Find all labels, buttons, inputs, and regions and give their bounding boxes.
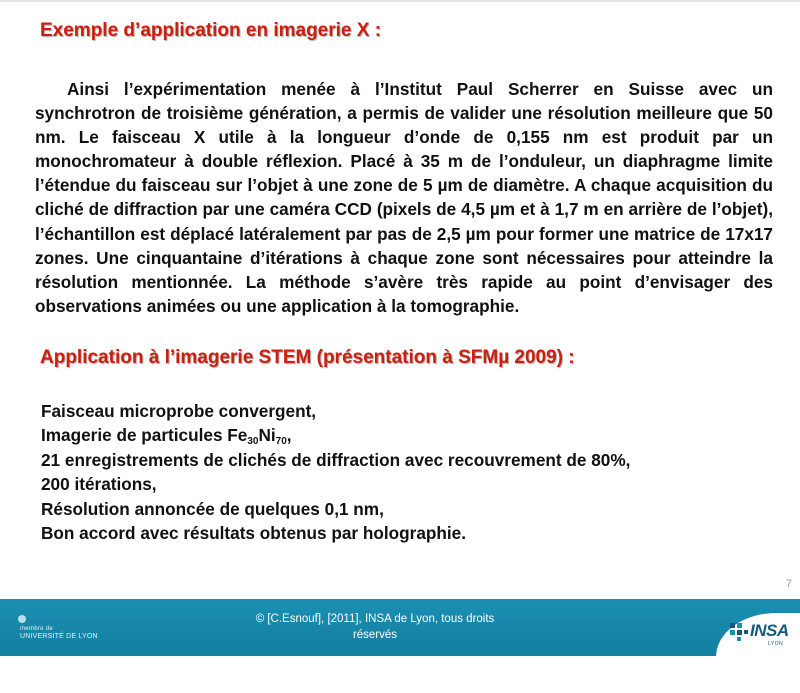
list-item-text: Imagerie de particules Fe — [41, 425, 248, 446]
list-item-text: Ni — [258, 425, 276, 446]
section-heading-imagerie-stem: Application à l’imagerie STEM (présentation à SFMµ 2009) : — [40, 347, 575, 368]
insa-mark-icon — [728, 621, 750, 643]
logo-left-line2: UNIVERSITÉ DE LYON — [20, 633, 98, 640]
list-item: Bon accord avec résultats obtenus par holographie. — [41, 523, 467, 544]
list-item: Faisceau microprobe convergent, — [41, 401, 317, 421]
section-heading-imagerie-x: Exemple d’application en imagerie X : — [40, 20, 382, 41]
list-item: Résolution annoncée de quelques 0,1 nm, — [41, 498, 384, 519]
list-item-text: , — [286, 425, 292, 446]
body-paragraph: Ainsi l’expérimentation menée à l’Institut Paul Scherrer en Suisse avec un synchrotron de troisième génération, a permis de valider une résolution meilleure que 50 nm. Le faisceau X utile à la longueur d’onde de 0,155 nm est produit par un monochromateur à double réflexion. Placé à 35 m de l’onduleur, un diaphragme limite l’étendue du faisceau sur l’objet à une zone de 5 µm de diamètre. A chaque acquisition du cliché de diffraction par une caméra CCD (pixels de 4,5 µm et à 1,7 m en arrière de l’objet), l’échantillon est déplacé latéralement par pas de 2,5 µm pour former une matrice de 17x17 zones. Une cinquantaine d’itérations à chaque zone sont nécessaires pour atteindre la résolution mentionnée. La méthode s’avère très rapide au point d’envisager des observations animées ou une application à la tomographie. — [35, 79, 773, 316]
page-number: 7 — [785, 578, 792, 590]
universite-de-lyon-logo — [18, 615, 98, 641]
subscript-ni: 70 — [275, 436, 287, 448]
logo-left-line1: membre de — [20, 626, 54, 632]
logo-word: INSA — [750, 621, 789, 640]
insa-lyon-logo — [716, 613, 800, 656]
stem-facts-list — [41, 399, 630, 545]
list-item — [41, 423, 630, 447]
logo-city: LYON — [768, 641, 784, 647]
slide-top-rule — [0, 0, 800, 2]
copyright-line-1: © [C.Esnouf], [2011], INSA de Lyon, tous droits — [255, 613, 495, 625]
copyright-notice — [220, 611, 530, 643]
list-item: 21 enregistrements de clichés de diffraction avec recouvrement de 80%, — [41, 449, 631, 470]
subscript-fe: 30 — [247, 436, 259, 448]
logo-dot-icon — [18, 615, 26, 623]
copyright-line-2: réservés — [352, 629, 398, 641]
footer-band — [0, 599, 800, 656]
list-item: 200 itérations, — [41, 474, 157, 495]
